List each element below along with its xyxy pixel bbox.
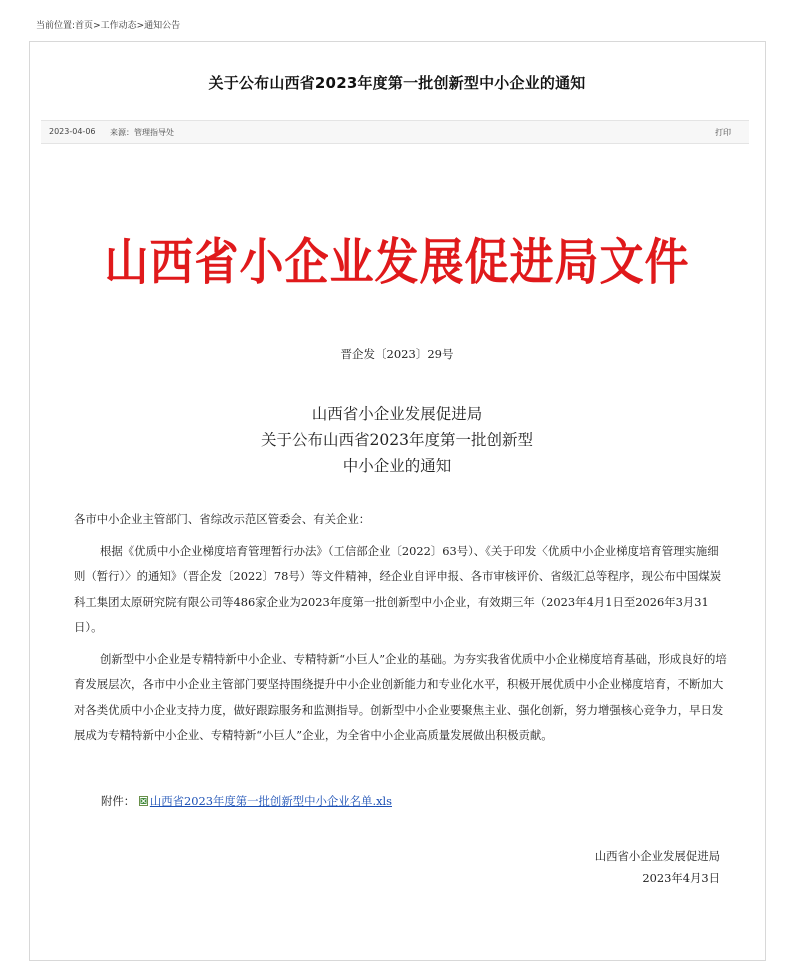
subtitle-line: 山西省小企业发展促进局 [311, 405, 483, 423]
article-title: 关于公布山西省2023年度第一批创新型中小企业的通知 [208, 74, 586, 92]
article-meta-bar [41, 120, 749, 144]
breadcrumb-section-link[interactable]: 工作动态 [100, 21, 137, 31]
breadcrumb-prefix: 当前位置: [36, 21, 76, 31]
document-subtitle [0, 401, 794, 479]
excel-file-icon [139, 795, 148, 805]
subtitle-line: 中小企业的通知 [342, 457, 452, 475]
breadcrumb [36, 18, 180, 31]
document-body [74, 507, 728, 749]
salutation: 各市中小企业主管部门、省综改示范区管委会、有关企业： [74, 512, 371, 526]
article-card [29, 41, 766, 961]
attachment-link[interactable]: 山西省2023年度第一批创新型中小企业名单.xls [149, 794, 392, 808]
breadcrumb-separator: > [136, 21, 145, 31]
print-button[interactable]: 打印 [715, 128, 731, 137]
document-red-header: 山西省小企业发展促进局文件 [104, 234, 690, 292]
body-paragraph: 根据《优质中小企业梯度培育管理暂行办法》（工信部企业〔2022〕63号）、《关于印发〈优质中小企业梯度培育管理实施细则（暂行）〉的通知》（晋企发〔2022〕78号）等文件精神，经企业自评申报、各市审核评价、省级汇总等程序，现公布中国煤炭科工集团太原研究院有限公司等486家企业为2023年度第一批创新型中小企业，有效期三年（2023年4月1日至2026年3月31日）。 [74, 543, 722, 634]
publish-date: 2023-04-06 [49, 127, 96, 136]
signature-organization: 山西省小企业发展促进局 [594, 849, 720, 863]
breadcrumb-current[interactable]: 通知公告 [144, 21, 181, 31]
signature-date: 2023年4月3日 [642, 871, 720, 885]
attachment-label: 附件： [101, 794, 136, 808]
document-number: 晋企发〔2023〕29号 [340, 347, 454, 361]
attachment-row [101, 793, 392, 809]
breadcrumb-home-link[interactable]: 首页 [75, 21, 94, 31]
breadcrumb-separator: > [93, 21, 101, 31]
subtitle-line: 关于公布山西省2023年度第一批创新型 [261, 431, 533, 449]
body-paragraph: 创新型中小企业是专精特新中小企业、专精特新“小巨人”企业的基础。为夯实我省优质中小企业梯度培育基础，形成良好的培育发展层次，各市中小企业主管部门要坚持围绕提升中小企业创新能力和专业化水平，积极开展优质中小企业梯度培育，不断加大对各类优质中小企业支持力度，做好跟踪服务和监测指导。创新型中小企业要聚焦主业、强化创新，努力增强核心竞争力，早日发展成为专精特新中小企业、专精特新“小巨人”企业，为全省中小企业高质量发展做出积极贡献。 [74, 651, 727, 742]
article-source: 来源：管理指导处 [110, 128, 174, 137]
